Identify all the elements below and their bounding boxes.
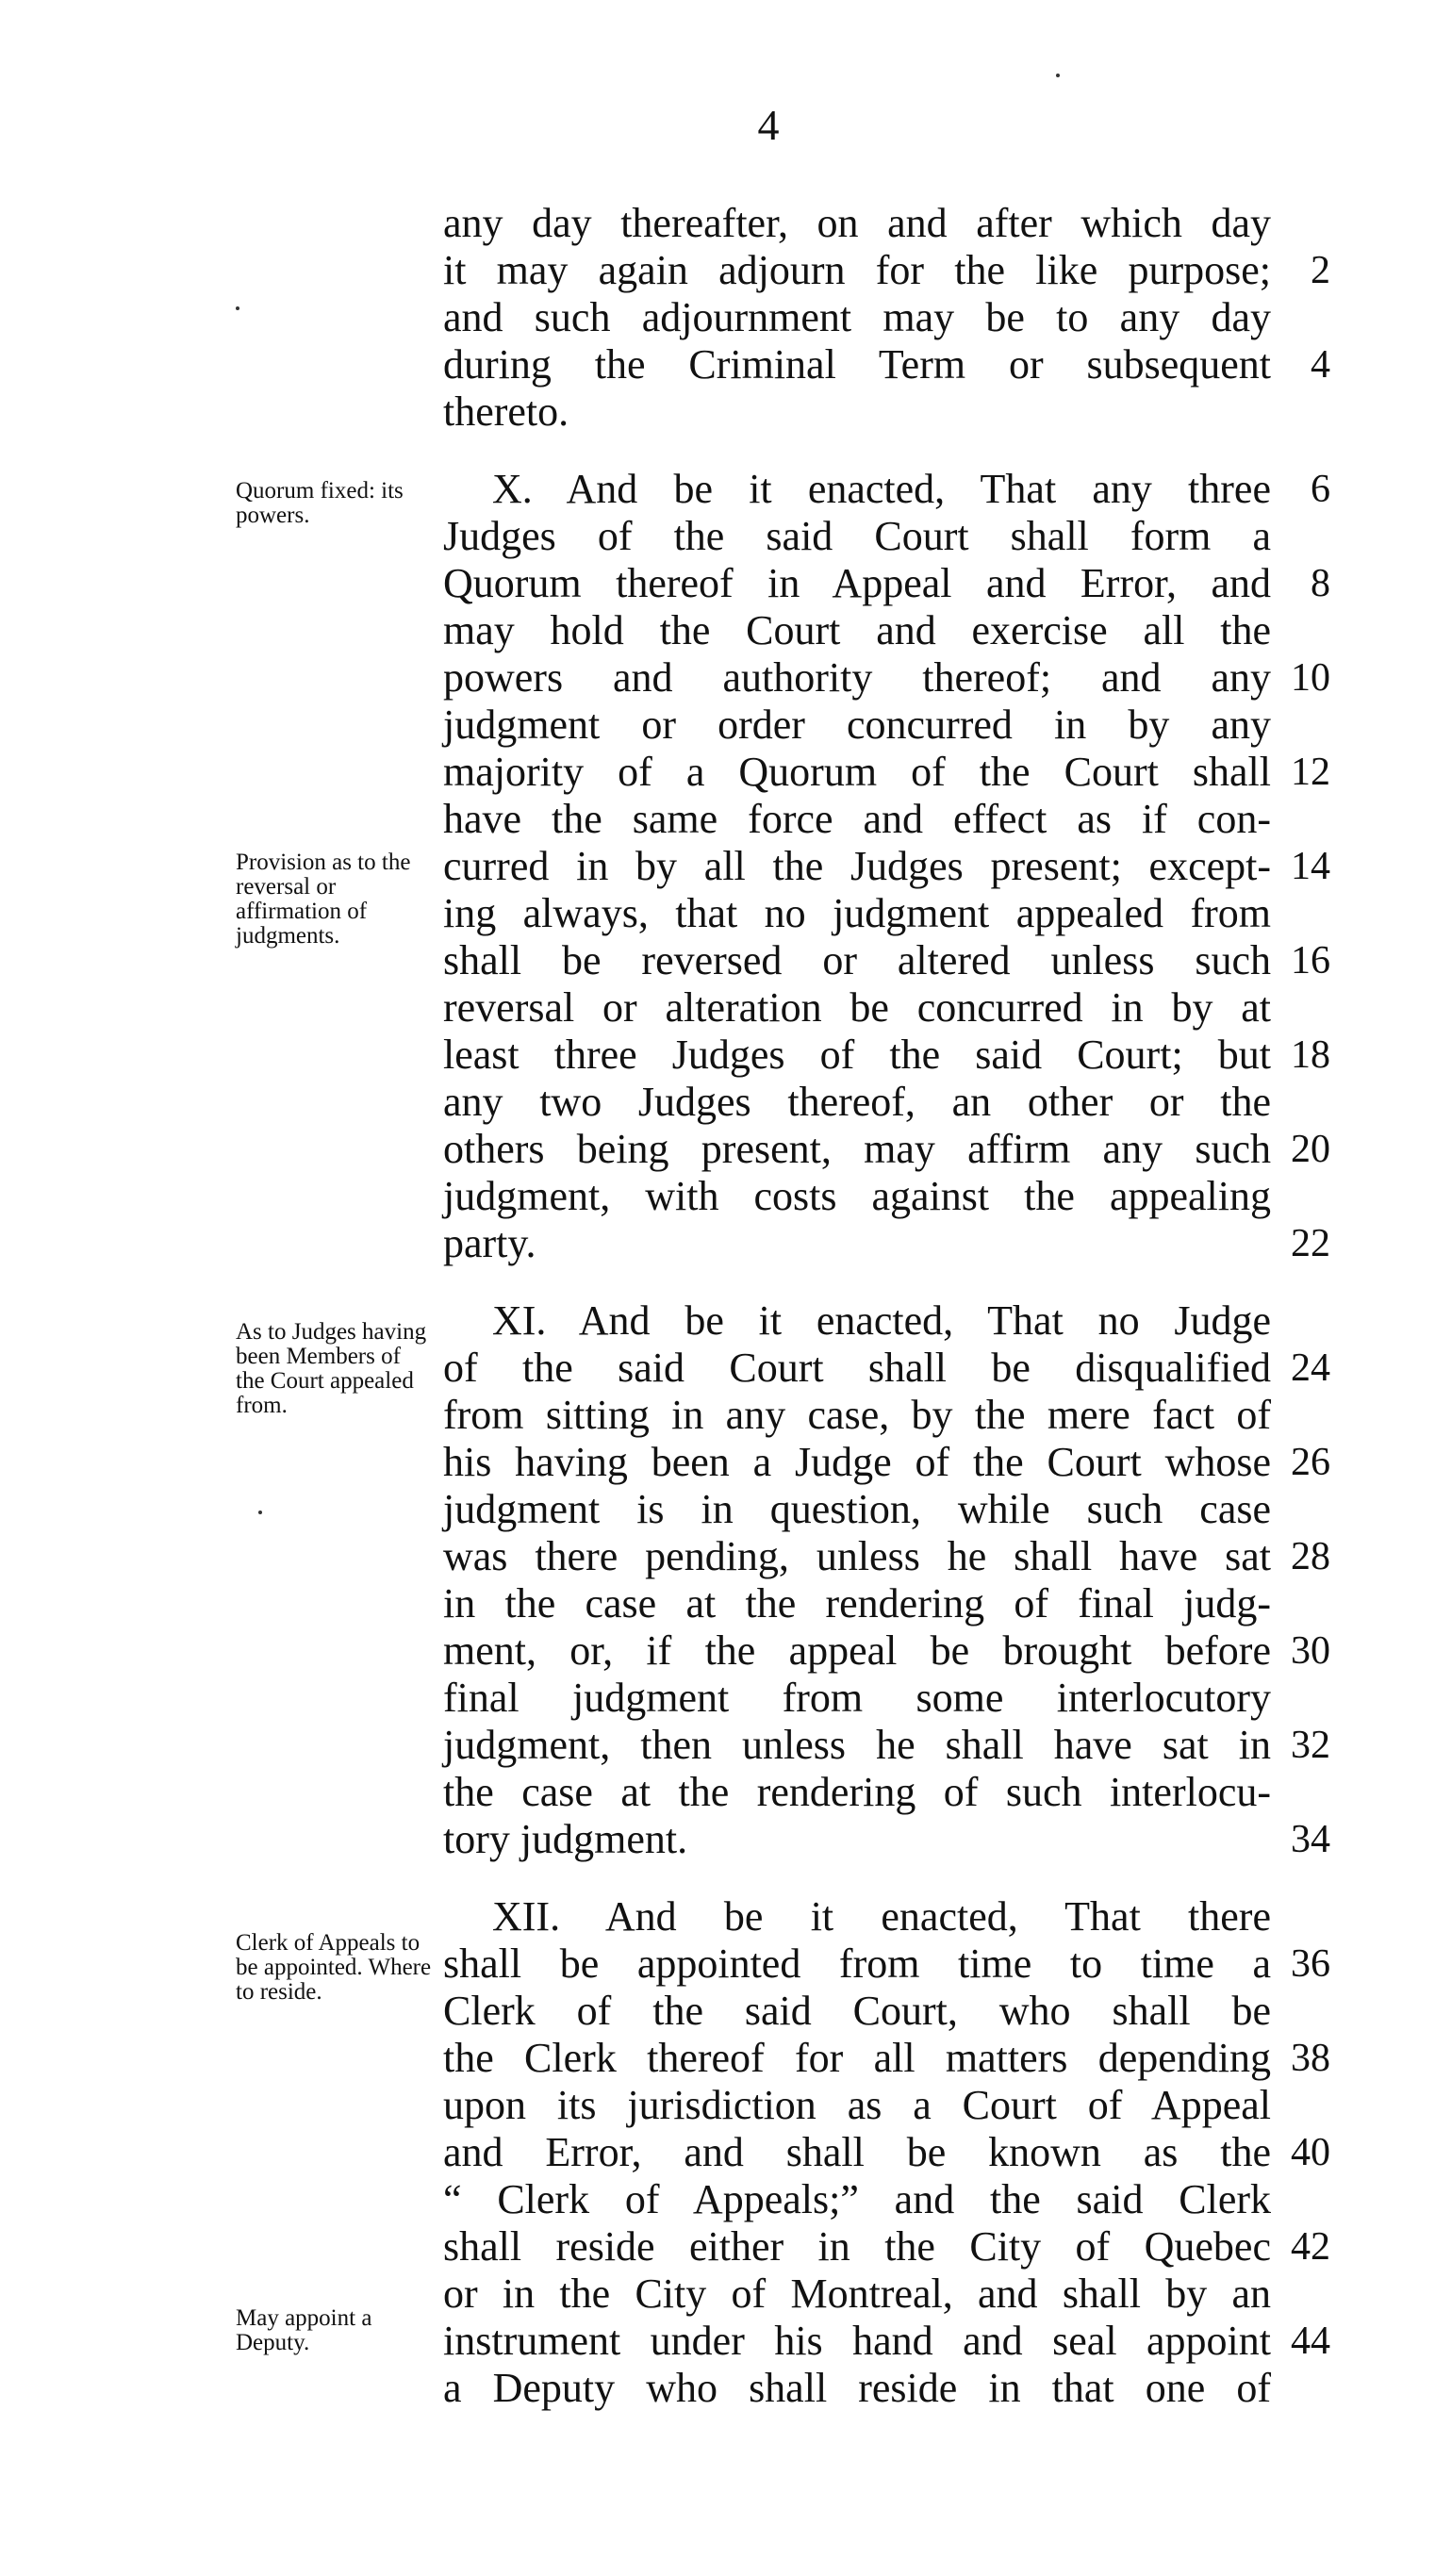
line-number: 6 [1311, 468, 1330, 511]
line-number: 32 [1291, 1724, 1330, 1767]
ink-speck [236, 306, 239, 310]
page-number: 4 [757, 101, 780, 149]
line-number: 14 [1291, 845, 1330, 888]
ink-speck [258, 1511, 262, 1514]
line-number: 40 [1291, 2131, 1330, 2174]
text-line: the Clerk thereof for all matters depending [443, 2035, 1271, 2081]
text-line: shall be reversed or altered unless such [443, 937, 1271, 983]
line-number: 12 [1291, 751, 1330, 794]
text-line: reversal or alteration be concurred in by at [443, 984, 1271, 1031]
text-line: judgment is in question, while such case [443, 1486, 1271, 1532]
text-line: least three Judges of the said Court; but [443, 1032, 1271, 1078]
text-line: Clerk of the said Court, who shall be [443, 1988, 1271, 2034]
text-line: in the case at the rendering of final judg- [443, 1580, 1271, 1627]
line-number: 20 [1291, 1128, 1330, 1171]
text-line: Judges of the said Court shall form a [443, 513, 1271, 559]
text-line: XII. And be it enacted, That there [492, 1893, 1271, 1940]
text-line: Quorum thereof in Appeal and Error, and [443, 560, 1271, 606]
line-number: 38 [1291, 2037, 1330, 2080]
line-number: 4 [1311, 343, 1330, 387]
margin-note-quorum: Quorum fixed: its powers. [236, 478, 404, 528]
text-line: it may again adjourn for the like purpose; [443, 247, 1271, 293]
text-line: may hold the Court and exercise all the [443, 607, 1271, 653]
line-number: 34 [1291, 1818, 1330, 1861]
text-line: from sitting in any case, by the mere fact of [443, 1392, 1271, 1438]
line-number: 26 [1291, 1441, 1330, 1484]
margin-note-reversal: Provision as to the reversal or affirmation of judgments. [236, 850, 411, 949]
text-line: and such adjournment may be to any day [443, 294, 1271, 340]
margin-note-clerk-of-appeals: Clerk of Appeals to be appointed. Where to reside. [236, 1930, 432, 2005]
ink-speck [1056, 74, 1060, 77]
margin-note-deputy: May appoint a Deputy. [236, 2305, 372, 2355]
text-line: upon its jurisdiction as a Court of Appeal [443, 2082, 1271, 2128]
text-line: have the same force and effect as if con- [443, 796, 1271, 842]
line-number: 16 [1291, 939, 1330, 983]
text-line: of the said Court shall be disqualified [443, 1345, 1271, 1391]
text-line: final judgment from some interlocutory [443, 1675, 1271, 1721]
line-number: 42 [1291, 2225, 1330, 2269]
text-line: X. And be it enacted, That any three [492, 466, 1271, 512]
line-number: 24 [1291, 1346, 1330, 1390]
line-number: 2 [1311, 249, 1330, 292]
text-line: any two Judges thereof, an other or the [443, 1079, 1271, 1125]
margin-note-judges-members: As to Judges having been Members of the Court appealed from. [236, 1319, 427, 1418]
text-line: any day thereafter, on and after which day [443, 200, 1271, 246]
text-line: instrument under his hand and seal appoint [443, 2318, 1271, 2364]
text-line: shall be appointed from time to time a [443, 1940, 1271, 1987]
text-line: was there pending, unless he shall have sat [443, 1533, 1271, 1579]
text-line: ing always, that no judgment appealed from [443, 890, 1271, 936]
line-number: 8 [1311, 562, 1330, 605]
text-line: tory judgment. [443, 1816, 688, 1862]
text-line: majority of a Quorum of the Court shall [443, 749, 1271, 795]
text-line: thereto. [443, 388, 569, 435]
text-line: powers and authority thereof; and any [443, 654, 1271, 701]
text-line: judgment or order concurred in by any [443, 702, 1271, 748]
text-line: a Deputy who shall reside in that one of [443, 2365, 1271, 2411]
text-line: his having been a Judge of the Court whose [443, 1439, 1271, 1485]
line-number: 18 [1291, 1033, 1330, 1077]
line-number: 22 [1291, 1222, 1330, 1265]
text-line: shall reside either in the City of Quebec [443, 2223, 1271, 2270]
line-number: 44 [1291, 2320, 1330, 2363]
text-line: XI. And be it enacted, That no Judge [492, 1297, 1271, 1344]
line-number: 28 [1291, 1535, 1330, 1578]
text-line: the case at the rendering of such interlocu- [443, 1769, 1271, 1815]
text-line: party. [443, 1220, 536, 1266]
text-line: judgment, with costs against the appealing [443, 1173, 1271, 1219]
text-line: ment, or, if the appeal be brought before [443, 1627, 1271, 1674]
line-number: 30 [1291, 1629, 1330, 1673]
line-number: 10 [1291, 656, 1330, 700]
line-number: 36 [1291, 1942, 1330, 1986]
text-line: during the Criminal Term or subsequent [443, 341, 1271, 388]
text-line: others being present, may affirm any such [443, 1126, 1271, 1172]
text-line: judgment, then unless he shall have sat in [443, 1722, 1271, 1768]
text-line: or in the City of Montreal, and shall by an [443, 2271, 1271, 2317]
text-line: curred in by all the Judges present; except- [443, 843, 1271, 889]
text-line: “ Clerk of Appeals;” and the said Clerk [443, 2176, 1271, 2222]
text-line: and Error, and shall be known as the [443, 2129, 1271, 2175]
